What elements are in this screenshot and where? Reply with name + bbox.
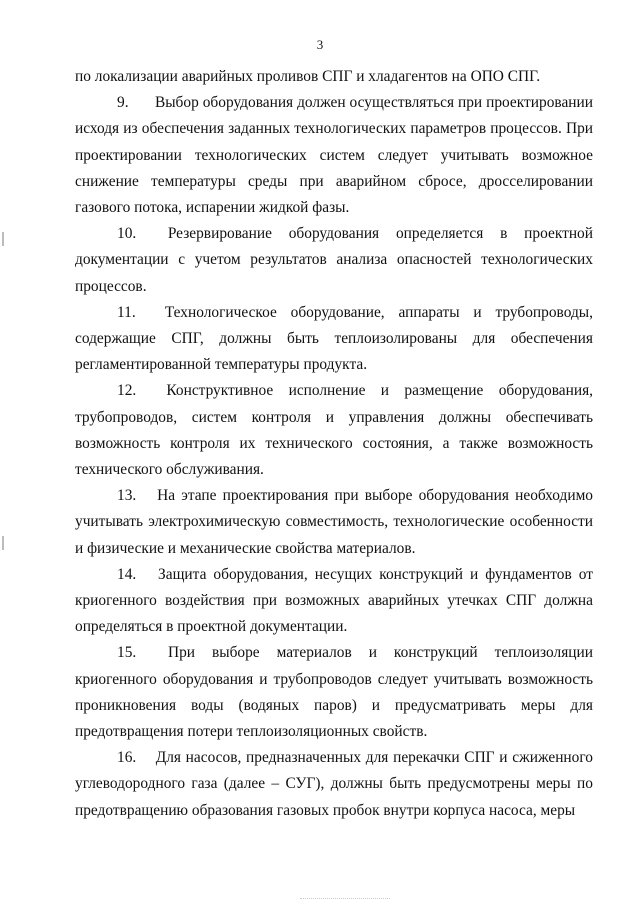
- paragraph-text: Для насосов, предназначенных для перекачки СПГ и сжиженного углеводородного газа (далее – СУГ), должны быть предусмотрены меры по предотвращению образования газовых пробок внутри корпуса насоса, меры: [75, 749, 593, 819]
- paragraph-number: 12.: [117, 382, 137, 400]
- page-number: 3: [316, 37, 324, 52]
- paragraph-15: [75, 640, 593, 745]
- paragraph-text: Защита оборудования, несущих конструкций и фундаментов от криогенного воздействия при возможных аварийных утечках СПГ должна определяться в проектной документации.: [75, 565, 594, 636]
- paragraph-number: 9.: [117, 94, 129, 112]
- paragraph-number: 13.: [117, 487, 137, 505]
- paragraph-text: На этапе проектирования при выборе оборудования необходимо учитывать электрохимическую совместимость, технологические особенности и физические и механические свойства материалов.: [75, 487, 593, 557]
- scan-margin-mark: [2, 232, 4, 246]
- paragraph-text: Технологическое оборудование, аппараты и трубопроводы, содержащие СПГ, должны быть теплоизолированы для обеспечения регламентированной температуры продукта.: [75, 303, 593, 374]
- paragraph-11: [75, 300, 593, 379]
- paragraph-16: [75, 745, 593, 824]
- paragraph-number: 14.: [117, 565, 137, 583]
- paragraph-text: Конструктивное исполнение и размещение оборудования, трубопроводов, систем контроля и управления должны обеспечивать возможность контроля их технического состояния, а также возможность технического обслуживания.: [75, 382, 593, 479]
- paragraph-14: [75, 562, 593, 641]
- paragraph-number: 15.: [117, 644, 137, 662]
- document-body: [75, 64, 593, 824]
- paragraph-9: [75, 90, 593, 221]
- paragraph-number: 16.: [117, 749, 137, 767]
- paragraph-text: Резервирование оборудования определяется в проектной документации с учетом результатов анализа опасностей технологических процессов.: [75, 225, 593, 295]
- paragraph-number: 11.: [117, 303, 136, 321]
- scan-dots: [300, 898, 390, 901]
- scan-margin-mark: [2, 536, 4, 550]
- paragraph-13: [75, 483, 593, 562]
- paragraph-text: При выборе материалов и конструкций теплоизоляции криогенного оборудования и трубопроводов следует учитывать возможность проникновения воды (водяных паров) и предусматривать меры для предотвращения потери теплоизоляционных свойств.: [75, 644, 593, 741]
- paragraph-text: Выбор оборудования должен осуществляться при проектировании исходя из обеспечения заданных технологических параметров процессов. При проектировании технологических систем следует учитывать возможное снижение температуры среды при аварийном сбросе, дросселировании газового потока, испарении жидкой фазы.: [75, 94, 593, 217]
- paragraph-continuation: [75, 64, 593, 90]
- paragraph-10: [75, 221, 593, 300]
- paragraph-12: [75, 378, 593, 483]
- paragraph-text: по локализации аварийных проливов СПГ и хладагентов на ОПО СПГ.: [75, 68, 541, 85]
- paragraph-number: 10.: [117, 225, 137, 243]
